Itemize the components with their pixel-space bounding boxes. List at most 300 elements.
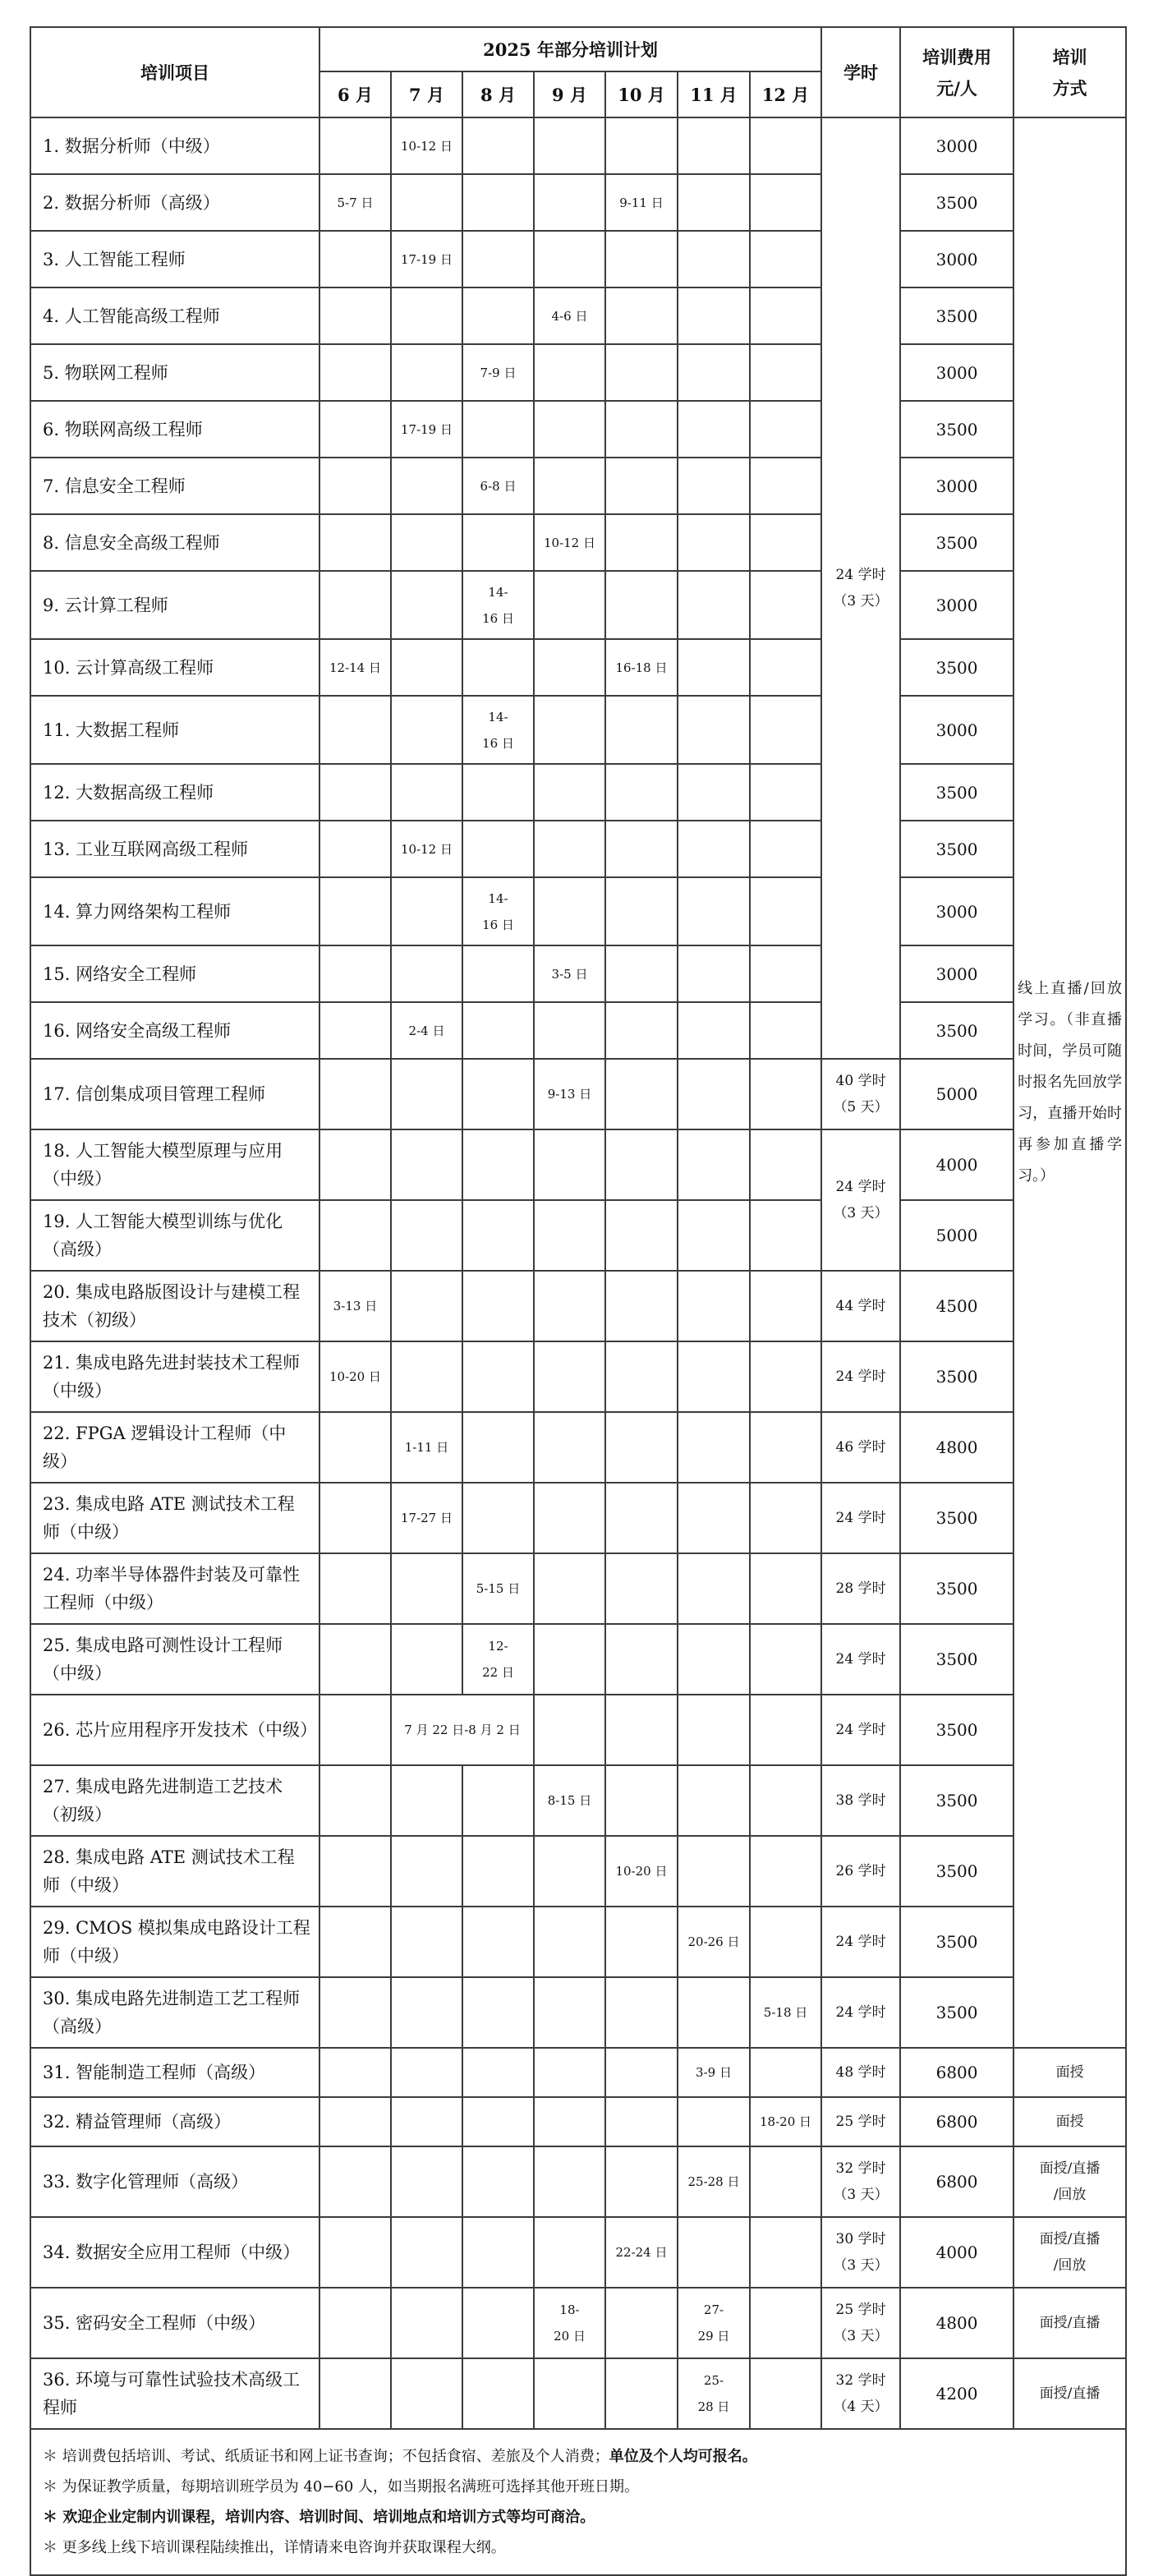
date-cell (750, 1412, 821, 1483)
date-cell (319, 1836, 391, 1907)
date-cell (750, 1483, 821, 1553)
course-name: 34. 数据安全应用工程师（中级） (30, 2217, 319, 2288)
date-cell: 16-18 日 (605, 639, 678, 696)
hours-cell: 25 学时 (821, 2097, 900, 2146)
date-cell (534, 1483, 605, 1553)
hours-cell: 28 学时 (821, 1553, 900, 1624)
date-cell (678, 1412, 750, 1483)
table-row (30, 877, 1126, 945)
fee-cell: 6800 (900, 2146, 1013, 2217)
date-cell (462, 1836, 534, 1907)
hours-cell: 26 学时 (821, 1836, 900, 1907)
fee-cell: 3500 (900, 1002, 1013, 1059)
date-cell (605, 2146, 678, 2217)
date-cell (319, 1129, 391, 1200)
date-cell (605, 1483, 678, 1553)
date-cell (605, 2048, 678, 2097)
date-cell (605, 821, 678, 877)
course-name: 32. 精益管理师（高级） (30, 2097, 319, 2146)
date-cell (605, 2097, 678, 2146)
date-cell (534, 1907, 605, 1977)
date-cell: 5-7 日 (319, 174, 391, 231)
hours-line1: 25 学时 (835, 2302, 886, 2318)
date-cell (678, 288, 750, 344)
date-cell (391, 1341, 462, 1412)
date-cell (462, 514, 534, 571)
header-month-7: 7 月 (391, 71, 462, 117)
date-cell: 17-19 日 (391, 401, 462, 458)
table-row (30, 117, 1126, 174)
date-cell (678, 117, 750, 174)
course-name: 1. 数据分析师（中级） (30, 117, 319, 174)
date-cell (750, 1836, 821, 1907)
table-row (30, 2358, 1126, 2429)
hours-merged-1-16 (821, 117, 900, 1059)
date-cell (750, 1129, 821, 1200)
hours-line2: （3 天） (833, 2187, 889, 2203)
fee-cell: 4200 (900, 2358, 1013, 2429)
date-cell (678, 696, 750, 764)
date-cell (678, 1977, 750, 2048)
date-cell (462, 231, 534, 288)
date-cell (605, 945, 678, 1002)
date-cell (750, 174, 821, 231)
fee-cell: 3500 (900, 764, 1013, 821)
date-cell (391, 1977, 462, 2048)
fee-cell: 3000 (900, 571, 1013, 639)
table-row (30, 1836, 1126, 1907)
date-cell (605, 458, 678, 514)
header-fee-line1: 培训费用 (922, 47, 992, 67)
table-row (30, 1553, 1126, 1624)
date-cell (534, 696, 605, 764)
date-cell (605, 1907, 678, 1977)
date-cell (391, 174, 462, 231)
date-cell: 10-12 日 (534, 514, 605, 571)
date-cell: 25-28 日 (678, 2358, 750, 2429)
mode-cell: 面授/直播 (1013, 2358, 1126, 2429)
hours-line1: 30 学时 (835, 2231, 886, 2247)
fee-cell: 3500 (900, 1765, 1013, 1836)
table-row (30, 571, 1126, 639)
table-row (30, 514, 1126, 571)
table-row (30, 1483, 1126, 1553)
date-cell (391, 514, 462, 571)
fee-cell: 5000 (900, 1059, 1013, 1129)
header-project: 培训项目 (30, 27, 319, 117)
hours-line1: 32 学时 (835, 2160, 886, 2177)
date-cell (319, 401, 391, 458)
fee-cell: 3000 (900, 344, 1013, 401)
course-name: 9. 云计算工程师 (30, 571, 319, 639)
fee-cell: 3500 (900, 1483, 1013, 1553)
date-cell (678, 945, 750, 1002)
date-cell (462, 1341, 534, 1412)
date-cell: 27-29 日 (678, 2288, 750, 2358)
date-cell (678, 1695, 750, 1765)
date-cell (750, 1341, 821, 1412)
date-cell (678, 458, 750, 514)
date-cell (319, 2288, 391, 2358)
date-cell: 22-24 日 (605, 2217, 678, 2288)
date-cell (319, 764, 391, 821)
hours-merged-18-19 (821, 1129, 900, 1271)
date-cell (319, 288, 391, 344)
date-cell (534, 2146, 605, 2217)
date-cell (750, 2288, 821, 2358)
date-cell: 5-18 日 (750, 1977, 821, 2048)
note-1-text: ＊ 培训费包括培训、考试、纸质证书和网上证书查询；不包括食宿、差旅及个人消费； (43, 2448, 609, 2465)
date-cell (319, 344, 391, 401)
date-cell (534, 2358, 605, 2429)
hours-cell: 24 学时 (821, 1695, 900, 1765)
header-month-10: 10 月 (605, 71, 678, 117)
date-cell: 2-4 日 (391, 1002, 462, 1059)
date-cell (534, 231, 605, 288)
fee-cell: 3000 (900, 877, 1013, 945)
date-cell (462, 117, 534, 174)
note-3: ＊ 欢迎企业定制内训课程，培训内容、培训时间、培训地点和培训方式等均可商洽。 (43, 2509, 595, 2526)
course-name: 21. 集成电路先进封装技术工程师（中级） (30, 1341, 319, 1412)
date-cell (319, 2097, 391, 2146)
course-name: 28. 集成电路 ATE 测试技术工程师（中级） (30, 1836, 319, 1907)
date-cell (605, 1341, 678, 1412)
date-cell (678, 639, 750, 696)
date-cell (319, 1200, 391, 1271)
date-cell (750, 2217, 821, 2288)
date-cell: 12-22 日 (462, 1624, 534, 1695)
course-name: 26. 芯片应用程序开发技术（中级） (30, 1695, 319, 1765)
hours-line1: 24 学时 (835, 1179, 886, 1195)
date-cell (750, 764, 821, 821)
date-cell (534, 401, 605, 458)
hours-cell: 24 学时 (821, 1341, 900, 1412)
date-cell (678, 1483, 750, 1553)
date-cell (319, 2146, 391, 2217)
fee-cell: 3500 (900, 514, 1013, 571)
date-cell (750, 514, 821, 571)
course-name: 14. 算力网络架构工程师 (30, 877, 319, 945)
date-cell (678, 571, 750, 639)
fee-cell: 4000 (900, 1129, 1013, 1200)
table-row (30, 288, 1126, 344)
date-cell (605, 2358, 678, 2429)
table-row (30, 696, 1126, 764)
date-cell (605, 117, 678, 174)
date-cell (319, 1765, 391, 1836)
fee-cell: 4000 (900, 2217, 1013, 2288)
date-cell: 14-16 日 (462, 696, 534, 764)
fee-cell: 3500 (900, 639, 1013, 696)
date-cell (750, 1765, 821, 1836)
header-mode-line2: 方式 (1052, 78, 1087, 99)
date-cell (750, 945, 821, 1002)
date-cell (391, 1271, 462, 1341)
date-cell (462, 1002, 534, 1059)
fee-cell: 5000 (900, 1200, 1013, 1271)
date-cell (319, 117, 391, 174)
date-cell (391, 1129, 462, 1200)
date-cell (750, 288, 821, 344)
course-name: 18. 人工智能大模型原理与应用（中级） (30, 1129, 319, 1200)
course-name: 12. 大数据高级工程师 (30, 764, 319, 821)
table-row (30, 174, 1126, 231)
course-name: 24. 功率半导体器件封装及可靠性工程师（中级） (30, 1553, 319, 1624)
date-cell (605, 1271, 678, 1341)
fee-cell: 3500 (900, 1695, 1013, 1765)
date-cell (750, 2358, 821, 2429)
date-cell (391, 2288, 462, 2358)
table-row (30, 1200, 1126, 1271)
date-cell: 25-28 日 (678, 2146, 750, 2217)
hours-line1: 32 学时 (835, 2372, 886, 2389)
date-cell (605, 1412, 678, 1483)
training-plan-sheet (30, 26, 1125, 2576)
course-name: 31. 智能制造工程师（高级） (30, 2048, 319, 2097)
fee-cell: 3500 (900, 288, 1013, 344)
table-row (30, 458, 1126, 514)
date-cell (462, 174, 534, 231)
table-row (30, 2097, 1126, 2146)
date-cell (534, 117, 605, 174)
date-cell (391, 1624, 462, 1695)
date-cell (534, 2217, 605, 2288)
date-cell (391, 2097, 462, 2146)
course-name: 22. FPGA 逻辑设计工程师（中级） (30, 1412, 319, 1483)
date-cell (605, 877, 678, 945)
date-cell (678, 1341, 750, 1412)
date-cell-merged: 7 月 22 日-8 月 2 日 (391, 1695, 534, 1765)
date-cell: 9-11 日 (605, 174, 678, 231)
date-cell: 17-27 日 (391, 1483, 462, 1553)
date-cell (462, 1483, 534, 1553)
notes-row (30, 2429, 1126, 2575)
table-row (30, 945, 1126, 1002)
table-row (30, 1977, 1126, 2048)
mode-line1: 面授/直播 (1039, 2231, 1101, 2247)
date-cell (462, 2288, 534, 2358)
date-cell (391, 877, 462, 945)
date-cell (534, 877, 605, 945)
course-name: 13. 工业互联网高级工程师 (30, 821, 319, 877)
course-name: 27. 集成电路先进制造工艺技术（初级） (30, 1765, 319, 1836)
date-cell (319, 2358, 391, 2429)
date-cell: 8-15 日 (534, 1765, 605, 1836)
date-cell: 3-5 日 (534, 945, 605, 1002)
date-cell (319, 1483, 391, 1553)
date-cell (605, 764, 678, 821)
hours-cell (821, 1059, 900, 1129)
date-cell (534, 1200, 605, 1271)
hours-cell (821, 2217, 900, 2288)
date-cell (750, 2146, 821, 2217)
date-cell (534, 1271, 605, 1341)
fee-cell: 3500 (900, 1553, 1013, 1624)
course-name: 10. 云计算高级工程师 (30, 639, 319, 696)
date-cell (391, 1836, 462, 1907)
fee-cell: 3500 (900, 1624, 1013, 1695)
date-cell (605, 2288, 678, 2358)
date-cell (534, 821, 605, 877)
date-cell (678, 821, 750, 877)
fee-cell: 3500 (900, 1341, 1013, 1412)
date-cell (605, 1200, 678, 1271)
date-cell (750, 1002, 821, 1059)
fee-cell: 3000 (900, 231, 1013, 288)
date-cell (462, 1907, 534, 1977)
course-name: 8. 信息安全高级工程师 (30, 514, 319, 571)
header-row-1 (30, 27, 1126, 71)
date-cell (678, 877, 750, 945)
date-cell (391, 1553, 462, 1624)
mode-line2: /回放 (1053, 2187, 1087, 2203)
date-cell (462, 1059, 534, 1129)
mode-cell (1013, 2146, 1126, 2217)
hours-line1: 40 学时 (835, 1073, 886, 1089)
header-fee-line2: 元/人 (936, 78, 977, 99)
date-cell: 1-11 日 (391, 1412, 462, 1483)
header-month-6: 6 月 (319, 71, 391, 117)
date-cell (534, 1341, 605, 1412)
date-cell: 20-26 日 (678, 1907, 750, 1977)
date-cell (391, 1765, 462, 1836)
date-cell (605, 401, 678, 458)
date-cell (750, 1200, 821, 1271)
mode-cell: 面授/直播 (1013, 2288, 1126, 2358)
date-cell (750, 458, 821, 514)
date-cell: 10-12 日 (391, 821, 462, 877)
course-name: 20. 集成电路版图设计与建模工程技术（初级） (30, 1271, 319, 1341)
header-month-8: 8 月 (462, 71, 534, 117)
hours-line2: （3 天） (833, 593, 889, 610)
date-cell (462, 2358, 534, 2429)
table-row (30, 2288, 1126, 2358)
date-cell (391, 1907, 462, 1977)
date-cell (678, 1765, 750, 1836)
course-name: 30. 集成电路先进制造工艺工程师（高级） (30, 1977, 319, 2048)
date-cell (605, 1129, 678, 1200)
date-cell: 6-8 日 (462, 458, 534, 514)
note-2: ＊ 为保证教学质量，每期培训班学员为 40−60 人，如当期报名满班可选择其他开班日期。 (43, 2478, 640, 2496)
fee-cell: 3500 (900, 1977, 1013, 2048)
table-row (30, 764, 1126, 821)
date-cell (534, 174, 605, 231)
date-cell (462, 1412, 534, 1483)
fee-cell: 3500 (900, 401, 1013, 458)
mode-cell (1013, 2217, 1126, 2288)
date-cell (534, 1695, 605, 1765)
table-row (30, 1341, 1126, 1412)
table-row (30, 1059, 1126, 1129)
date-cell (319, 1553, 391, 1624)
table-row (30, 639, 1126, 696)
date-cell (750, 344, 821, 401)
table-row (30, 1129, 1126, 1200)
course-name: 35. 密码安全工程师（中级） (30, 2288, 319, 2358)
date-cell (319, 1412, 391, 1483)
hours-cell: 24 学时 (821, 1624, 900, 1695)
date-cell (750, 1907, 821, 1977)
note-1-bold: 单位及个人均可报名。 (609, 2448, 757, 2465)
date-cell (462, 945, 534, 1002)
fee-cell: 3000 (900, 117, 1013, 174)
fee-cell: 6800 (900, 2048, 1013, 2097)
date-cell (391, 945, 462, 1002)
fee-cell: 3500 (900, 821, 1013, 877)
course-name: 17. 信创集成项目管理工程师 (30, 1059, 319, 1129)
date-cell: 5-15 日 (462, 1553, 534, 1624)
header-month-11: 11 月 (678, 71, 750, 117)
date-cell: 10-12 日 (391, 117, 462, 174)
date-cell (319, 1624, 391, 1695)
table-row (30, 401, 1126, 458)
hours-line2: （3 天） (833, 1205, 889, 1221)
date-cell (391, 344, 462, 401)
date-cell (391, 571, 462, 639)
date-cell (462, 2146, 534, 2217)
date-cell (750, 1059, 821, 1129)
date-cell: 3-13 日 (319, 1271, 391, 1341)
date-cell (462, 1200, 534, 1271)
hours-cell: 24 学时 (821, 1483, 900, 1553)
mode-line2: /回放 (1053, 2257, 1087, 2274)
course-name: 29. CMOS 模拟集成电路设计工程师（中级） (30, 1907, 319, 1977)
mode-cell: 面授 (1013, 2097, 1126, 2146)
hours-cell (821, 2146, 900, 2217)
date-cell (462, 1977, 534, 2048)
date-cell (750, 1553, 821, 1624)
date-cell (678, 2217, 750, 2288)
date-cell (605, 231, 678, 288)
date-cell (391, 288, 462, 344)
course-name: 2. 数据分析师（高级） (30, 174, 319, 231)
date-cell (462, 821, 534, 877)
date-cell (391, 764, 462, 821)
date-cell (319, 2217, 391, 2288)
table-row (30, 344, 1126, 401)
date-cell (391, 696, 462, 764)
date-cell (605, 514, 678, 571)
fee-cell: 6800 (900, 2097, 1013, 2146)
date-cell (678, 1129, 750, 1200)
notes-cell (30, 2429, 1126, 2575)
date-cell (750, 1695, 821, 1765)
date-cell (391, 1200, 462, 1271)
date-cell (391, 2358, 462, 2429)
date-cell: 4-6 日 (534, 288, 605, 344)
date-cell (319, 1059, 391, 1129)
date-cell (462, 1129, 534, 1200)
fee-cell: 3000 (900, 458, 1013, 514)
date-cell (678, 1059, 750, 1129)
date-cell (319, 231, 391, 288)
date-cell: 3-9 日 (678, 2048, 750, 2097)
date-cell (391, 1059, 462, 1129)
note-4: ＊ 更多线上线下培训课程陆续推出，详情请来电咨询并获取课程大纲。 (43, 2539, 506, 2556)
date-cell (391, 2217, 462, 2288)
date-cell (391, 2146, 462, 2217)
table-row (30, 231, 1126, 288)
date-cell (462, 288, 534, 344)
course-name: 19. 人工智能大模型训练与优化（高级） (30, 1200, 319, 1271)
course-name: 5. 物联网工程师 (30, 344, 319, 401)
date-cell (391, 639, 462, 696)
date-cell: 12-14 日 (319, 639, 391, 696)
date-cell (534, 639, 605, 696)
course-name: 23. 集成电路 ATE 测试技术工程师（中级） (30, 1483, 319, 1553)
hours-cell (821, 2358, 900, 2429)
table-row (30, 2146, 1126, 2217)
